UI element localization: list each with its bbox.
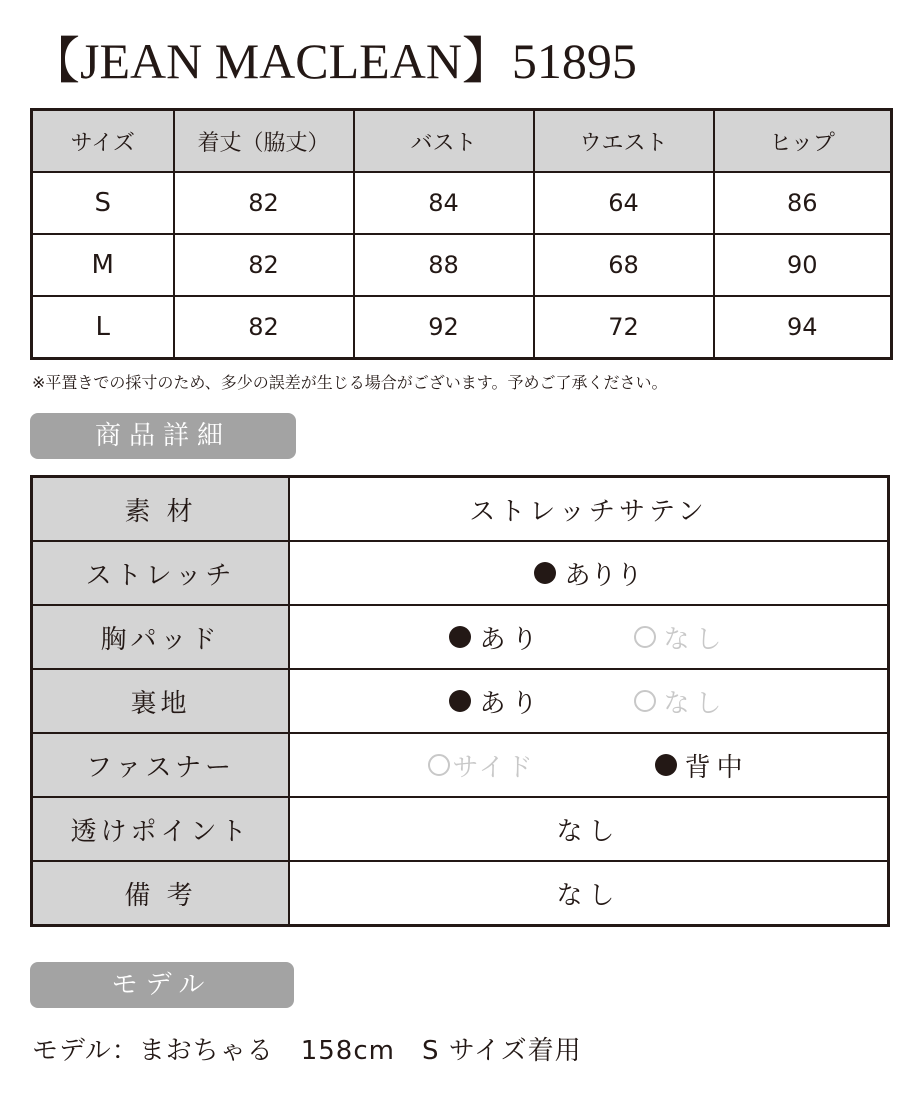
details-section-label: 商品詳細: [30, 413, 296, 459]
stretch-option-yes: [534, 555, 642, 592]
lining-options: [289, 669, 889, 733]
size-label: L: [32, 296, 174, 359]
waist-value: 64: [534, 172, 714, 234]
size-table-header-row: [32, 110, 892, 173]
lining-option-yes: [449, 683, 543, 720]
option-text: あり: [479, 624, 544, 655]
header-waist: ウエスト: [534, 110, 714, 173]
hip-value: 86: [714, 172, 892, 234]
stretch-label: ストレッチ: [32, 541, 290, 605]
bust-value: 84: [354, 172, 534, 234]
chest-pad-options: [289, 605, 889, 669]
header-size: サイズ: [32, 110, 174, 173]
detail-row-chest-pad: [32, 605, 889, 669]
chest-pad-label: 胸パッド: [32, 605, 290, 669]
filled-circle-icon: [449, 626, 471, 648]
detail-row-material: [32, 477, 889, 542]
fastener-option-side: [428, 747, 534, 784]
remarks-value: なし: [289, 861, 889, 926]
header-length: 着丈（脇丈）: [174, 110, 354, 173]
lining-label: 裏地: [32, 669, 290, 733]
header-bust: バスト: [354, 110, 534, 173]
lining-option-no: [634, 683, 728, 720]
bust-value: 92: [354, 296, 534, 359]
measurement-note: ※平置きでの採寸のため、多少の誤差が生じる場合がございます。予めご了承ください。: [32, 373, 668, 392]
option-text: サイド: [452, 752, 535, 783]
waist-value: 72: [534, 296, 714, 359]
product-title: 【JEAN MACLEAN】51895: [30, 33, 637, 89]
table-row: [32, 296, 892, 359]
hip-value: 94: [714, 296, 892, 359]
sheer-label: 透けポイント: [32, 797, 290, 861]
empty-circle-icon: [634, 690, 656, 712]
size-label: S: [32, 172, 174, 234]
hip-value: 90: [714, 234, 892, 296]
length-value: 82: [174, 172, 354, 234]
detail-row-sheer: [32, 797, 889, 861]
model-info: モデル：まおちゃる 158cm S サイズ着用: [32, 1036, 582, 1066]
table-row: [32, 172, 892, 234]
chest-pad-option-yes: [449, 619, 543, 656]
detail-row-fastener: [32, 733, 889, 797]
material-label: 素 材: [32, 477, 290, 542]
header-hip: ヒップ: [714, 110, 892, 173]
size-table: [30, 108, 893, 360]
filled-circle-icon: [449, 690, 471, 712]
material-value: ストレッチサテン: [289, 477, 889, 542]
option-text: ありり: [564, 560, 643, 591]
filled-circle-icon: [534, 562, 556, 584]
length-value: 82: [174, 234, 354, 296]
chest-pad-option-no: [634, 619, 728, 656]
fastener-option-back: [655, 747, 749, 784]
remarks-label: 備 考: [32, 861, 290, 926]
model-section-label: モデル: [30, 962, 294, 1008]
sheer-value: なし: [289, 797, 889, 861]
table-row: [32, 234, 892, 296]
filled-circle-icon: [655, 754, 677, 776]
detail-row-remarks: [32, 861, 889, 926]
empty-circle-icon: [634, 626, 656, 648]
size-label: M: [32, 234, 174, 296]
waist-value: 68: [534, 234, 714, 296]
option-text: なし: [663, 688, 728, 719]
option-text: 背中: [684, 752, 749, 783]
detail-row-lining: [32, 669, 889, 733]
empty-circle-icon: [428, 754, 450, 776]
bust-value: 88: [354, 234, 534, 296]
detail-row-stretch: [32, 541, 889, 605]
fastener-label: ファスナー: [32, 733, 290, 797]
fastener-options: [289, 733, 889, 797]
option-text: あり: [479, 688, 544, 719]
stretch-options: [289, 541, 889, 605]
details-table: [30, 475, 890, 927]
option-text: なし: [663, 624, 728, 655]
length-value: 82: [174, 296, 354, 359]
